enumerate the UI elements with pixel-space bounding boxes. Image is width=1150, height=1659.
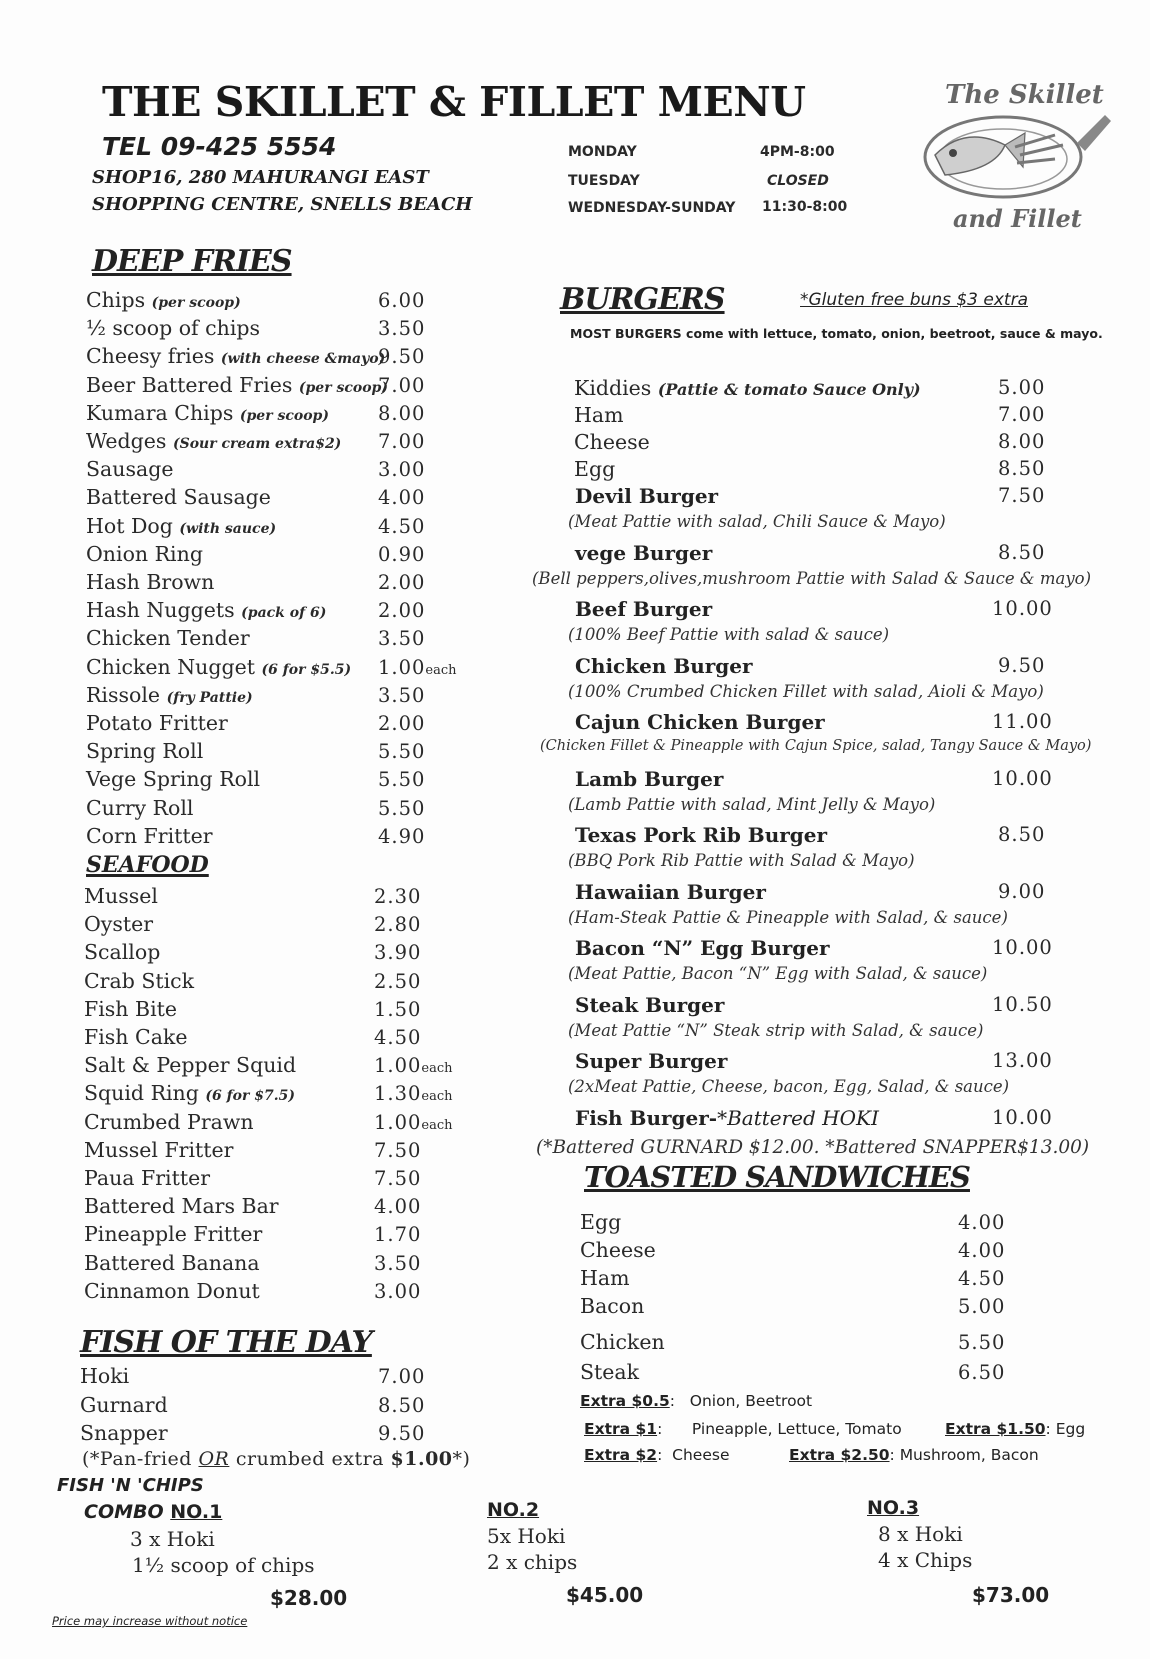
menu-item-price	[374, 1082, 453, 1105]
burger-price: 10.00	[992, 766, 1053, 790]
item-label: Mussel	[84, 884, 158, 908]
menu-item-price	[378, 599, 425, 622]
item-note: (Sour cream extra$2)	[172, 436, 342, 452]
price-value: 6.00	[378, 289, 426, 312]
fish-of-the-day-note	[82, 1448, 470, 1470]
price-value: 8.50	[378, 1393, 426, 1417]
price-value: 2.00	[378, 599, 426, 623]
menu-item-name	[84, 1166, 210, 1190]
sandwich-price: 4.00	[958, 1211, 1006, 1234]
burger-name	[574, 403, 624, 427]
burger-label: Kiddies	[574, 376, 652, 400]
menu-item-price	[378, 712, 425, 735]
menu-item-price	[378, 317, 425, 340]
menu-item-price	[378, 684, 425, 707]
item-label: Sausage	[86, 457, 174, 482]
item-label: Salt & Pepper Squid	[84, 1053, 297, 1078]
item-label: Squid Ring	[84, 1081, 199, 1106]
burger-label: vege Burger	[575, 540, 713, 565]
menu-item-price	[378, 402, 425, 425]
price-value: 2.50	[374, 969, 422, 993]
burger-price: 10.00	[992, 1105, 1053, 1129]
burger-description: (Meat Pattie with salad, Chili Sauce & Mayo)	[568, 512, 946, 531]
burger-price: 10.00	[992, 597, 1053, 620]
combo-prefix: COMBO	[84, 1501, 171, 1523]
menu-item-name	[84, 969, 194, 993]
menu-item-name	[84, 1138, 233, 1162]
menu-item-name	[84, 1110, 254, 1134]
burger-label: Egg	[574, 457, 616, 481]
price-value: 3.00	[374, 1279, 422, 1303]
item-label: Crumbed Prawn	[84, 1109, 254, 1134]
burger-name	[574, 457, 615, 481]
menu-item-name	[84, 1251, 260, 1275]
extra-text: Pineapple, Lettuce, Tomato	[691, 1420, 902, 1438]
burger-label: Lamb Burger	[575, 766, 724, 791]
burgers-intro: MOST BURGERS come with lettuce, tomato, onion, beetroot, sauce & mayo.	[570, 326, 1103, 341]
burger-name	[575, 654, 753, 678]
section-heading-fish-of-the-day: FISH OF THE DAY	[80, 1325, 372, 1360]
item-note: (per scoop)	[298, 379, 388, 396]
item-label: Corn Fritter	[86, 823, 213, 848]
item-note: (with cheese &mayo)	[220, 351, 386, 368]
item-label: Crab Stick	[84, 968, 195, 993]
burger-note: (Pattie & tomato Sauce Only)	[657, 380, 921, 399]
price-value: 3.50	[378, 683, 426, 707]
burger-label: Beef Burger	[575, 597, 713, 621]
price-value: 1.50	[374, 997, 422, 1021]
menu-item-name	[84, 1222, 262, 1246]
burger-label: Texas Pork Rib Burger	[575, 823, 828, 847]
price-value: 2.00	[378, 571, 426, 594]
hours-time: CLOSED	[767, 173, 829, 189]
fish-in-pan-icon	[905, 75, 1113, 235]
combo-price: $73.00	[972, 1583, 1050, 1607]
combo-number: NO.2	[487, 1499, 540, 1521]
menu-item-name	[84, 997, 177, 1021]
price-value: 3.50	[378, 317, 426, 341]
menu-item-name	[86, 655, 351, 679]
item-label: Onion Ring	[86, 541, 203, 566]
sandwich-price: 4.50	[958, 1267, 1006, 1290]
menu-item-price	[374, 941, 421, 964]
burger-price: 8.00	[998, 430, 1046, 453]
item-label: Rissole	[86, 682, 161, 707]
item-label: Chicken Nugget	[86, 654, 255, 679]
note-text: (*Pan-fried	[82, 1448, 199, 1470]
extra-label: Extra $2	[584, 1446, 658, 1464]
extra-option: Extra $2.50: Mushroom, Bacon	[789, 1446, 1039, 1464]
menu-item-price	[374, 970, 421, 993]
combo-price: $45.00	[566, 1583, 644, 1607]
menu-item-price	[374, 1026, 421, 1049]
item-label: Battered Sausage	[86, 485, 271, 510]
price-value: 5.50	[378, 768, 426, 792]
price-value: 3.50	[378, 627, 426, 651]
menu-item-name	[86, 626, 250, 650]
menu-item-price	[378, 825, 425, 848]
menu-item-price	[374, 885, 421, 908]
price-value: 1.30	[374, 1082, 422, 1106]
burger-name	[575, 993, 724, 1017]
burger-price: 13.00	[992, 1049, 1053, 1072]
price-value: 2.30	[374, 885, 422, 908]
price-value: 2.80	[374, 913, 422, 937]
menu-item-price	[374, 913, 421, 936]
sandwich-name: Egg	[580, 1210, 622, 1234]
menu-item-price	[374, 1167, 421, 1190]
burger-description: (2xMeat Pattie, Cheese, bacon, Egg, Salad, & sauce)	[568, 1077, 1010, 1096]
menu-item-name	[86, 344, 385, 368]
price-value: 1.00	[374, 1110, 422, 1134]
burger-label: Cheese	[574, 430, 650, 454]
menu-item-name	[84, 1279, 260, 1303]
price-value: 7.00	[378, 373, 426, 397]
item-label: Hot Dog	[86, 513, 173, 538]
restaurant-logo	[905, 75, 1113, 235]
menu-item-name	[86, 598, 326, 622]
item-note: (per scoop)	[239, 407, 329, 424]
phone-number: TEL 09-425 5554	[102, 132, 337, 161]
item-note: (6 for $7.5)	[205, 1088, 295, 1105]
extra-text: Mushroom, Bacon	[899, 1446, 1039, 1464]
item-label: Beer Battered Fries	[86, 372, 293, 397]
menu-item-price	[378, 1422, 425, 1445]
item-label: Pineapple Fritter	[84, 1222, 263, 1247]
item-note: (fry Pattie)	[166, 689, 253, 706]
extra-option: Extra $0.5: Onion, Beetroot	[580, 1392, 813, 1410]
note-amount: $1.00	[390, 1448, 453, 1470]
price-each: each	[421, 1089, 453, 1105]
combos-heading: FISH 'N 'CHIPS	[57, 1475, 204, 1496]
section-heading-seafood: SEAFOOD	[86, 852, 209, 878]
menu-item-price	[378, 627, 425, 650]
extra-label: Extra $0.5	[580, 1392, 670, 1410]
price-each: each	[421, 1117, 453, 1133]
price-value: 7.00	[378, 430, 426, 453]
menu-item-price	[378, 486, 425, 509]
menu-item-price	[378, 1365, 425, 1388]
menu-item-name	[86, 288, 241, 312]
menu-item-price	[374, 1280, 421, 1303]
item-note: (with sauce)	[179, 520, 277, 537]
extra-label: Extra $2.50	[789, 1446, 890, 1464]
menu-item-name	[84, 940, 160, 964]
burger-name	[575, 484, 718, 508]
menu-item-name	[80, 1364, 129, 1388]
combo-line: 1½ scoop of chips	[132, 1553, 315, 1577]
sandwich-name: Chicken	[580, 1330, 665, 1354]
combo-number: NO.1	[170, 1501, 223, 1523]
logo-bottom-text: and Fillet	[953, 204, 1082, 233]
section-heading-deep-fries: DEEP FRIES	[92, 244, 292, 279]
burger-name	[574, 376, 921, 400]
address-line-2: SHOPPING CENTRE, SNELLS BEACH	[92, 194, 473, 215]
menu-item-price	[374, 1139, 421, 1162]
menu-item-price	[374, 1252, 421, 1275]
extra-option: Extra $1.50: Egg	[945, 1420, 1086, 1438]
burger-note: *Battered HOKI	[717, 1105, 879, 1130]
burger-name	[575, 767, 723, 791]
menu-item-price	[378, 656, 457, 679]
item-label: Fish Cake	[84, 1025, 188, 1049]
menu-item-name	[86, 570, 214, 594]
burger-label: Steak Burger	[575, 992, 725, 1017]
item-note: (6 for $5.5)	[261, 661, 352, 678]
note-text: crumbed extra	[229, 1448, 391, 1470]
price-disclaimer: Price may increase without notice	[52, 1614, 248, 1628]
combo-line: 5x Hoki	[487, 1524, 566, 1548]
burger-label: Hawaiian Burger	[575, 879, 766, 904]
extra-text: Onion, Beetroot	[689, 1392, 813, 1410]
burger-name	[575, 1106, 879, 1130]
item-note: (pack of 6)	[241, 605, 327, 622]
sandwich-name: Steak	[580, 1360, 640, 1384]
menu-item-price	[374, 1054, 453, 1077]
menu-item-name	[86, 796, 193, 820]
price-value: 1.00	[378, 655, 426, 679]
burger-description: (Lamb Pattie with salad, Mint Jelly & Mayo)	[568, 794, 936, 814]
menu-item-name	[84, 1194, 279, 1218]
item-label: Battered Banana	[84, 1250, 260, 1275]
burger-label: Chicken Burger	[575, 653, 753, 678]
hours-day: WEDNESDAY-SUNDAY	[568, 200, 736, 216]
burger-description: (Meat Pattie, Bacon “N” Egg with Salad, & sauce)	[568, 964, 988, 983]
item-label: Curry Roll	[86, 795, 194, 820]
burger-description: (Chicken Fillet & Pineapple with Cajun Spice, salad, Tangy Sauce & Mayo)	[540, 738, 1092, 754]
price-value: 1.70	[374, 1223, 422, 1247]
combo-line: 3 x Hoki	[130, 1527, 215, 1551]
burger-price: 10.50	[992, 992, 1053, 1016]
section-heading-burgers: BURGERS	[560, 282, 725, 317]
price-value: 9.50	[378, 345, 426, 369]
price-value: 3.00	[378, 458, 426, 482]
menu-item-name	[86, 316, 260, 340]
menu-item-price	[378, 768, 425, 791]
menu-item-name	[86, 824, 213, 848]
burger-name	[575, 823, 827, 847]
menu-item-name	[84, 1053, 296, 1077]
burger-label: Super Burger	[575, 1049, 728, 1073]
item-note: (per scoop)	[151, 295, 241, 311]
burger-price: 11.00	[992, 710, 1053, 733]
menu-item-price	[378, 571, 425, 594]
price-value: 2.00	[378, 712, 426, 735]
item-label: Spring Roll	[86, 739, 204, 764]
item-label: Fish Bite	[84, 996, 178, 1021]
burger-description: (Bell peppers,olives,mushroom Pattie with Salad & Sauce & mayo)	[532, 568, 1092, 588]
sandwich-price: 4.00	[958, 1239, 1006, 1262]
menu-item-price	[378, 458, 425, 481]
item-label: Paua Fritter	[84, 1166, 211, 1190]
extra-label: Extra $1	[584, 1420, 658, 1438]
menu-item-name	[86, 429, 341, 453]
burger-description: (BBQ Pork Rib Pattie with Salad & Mayo)	[568, 851, 915, 870]
burger-price: 7.50	[998, 484, 1046, 507]
item-label: ½ scoop of chips	[86, 316, 261, 341]
combo-label	[84, 1501, 222, 1523]
extra-text: Cheese	[672, 1446, 730, 1464]
menu-item-name	[86, 542, 203, 566]
combo-line: 8 x Hoki	[878, 1522, 963, 1546]
burger-name	[574, 430, 650, 454]
menu-item-price	[374, 998, 421, 1021]
burger-price: 8.50	[998, 457, 1046, 480]
menu-item-price	[378, 1394, 425, 1417]
price-each: each	[425, 662, 457, 678]
menu-item-name	[84, 912, 153, 936]
menu-item-price	[378, 740, 425, 763]
combo-price: $28.00	[270, 1586, 348, 1610]
item-label: Mussel Fritter	[84, 1137, 234, 1162]
menu-item-name	[86, 401, 329, 425]
extra-text: Egg	[1055, 1420, 1086, 1438]
menu-item-price	[378, 289, 425, 312]
menu-title: THE SKILLET & FILLET MENU	[102, 78, 806, 126]
burger-description: (100% Crumbed Chicken Fillet with salad, Aioli & Mayo)	[568, 681, 1044, 701]
menu-item-name	[86, 457, 173, 481]
price-value: 5.50	[378, 796, 426, 820]
price-each: each	[421, 1061, 453, 1077]
sandwich-name: Cheese	[580, 1238, 656, 1262]
price-value: 4.50	[378, 514, 426, 538]
menu-item-name	[80, 1393, 168, 1417]
burger-price: 9.00	[998, 879, 1046, 903]
sandwich-price: 5.50	[958, 1331, 1006, 1354]
menu-item-name	[86, 485, 271, 509]
item-label: Wedges	[86, 429, 167, 453]
sandwich-price: 5.00	[958, 1295, 1006, 1318]
logo-top-text: The Skillet	[945, 80, 1104, 110]
menu-item-name	[84, 1025, 187, 1049]
burger-label: Devil Burger	[575, 484, 719, 508]
burger-price: 8.50	[998, 823, 1046, 846]
menu-item-name	[84, 884, 158, 908]
menu-item-name	[86, 739, 203, 763]
note-or: OR	[198, 1448, 230, 1470]
item-label: Cheesy fries	[86, 344, 215, 369]
burger-price: 10.00	[992, 936, 1053, 959]
sandwich-name: Ham	[580, 1266, 630, 1290]
combo-line: 4 x Chips	[878, 1548, 973, 1572]
combo-number: NO.3	[867, 1497, 920, 1519]
burger-price: 5.00	[998, 376, 1046, 399]
burger-description: (Ham-Steak Pattie & Pineapple with Salad, & sauce)	[568, 907, 1008, 927]
menu-item-name	[86, 514, 276, 538]
item-label: Chips	[86, 288, 146, 312]
item-label: Gurnard	[80, 1392, 168, 1417]
menu-item-name	[84, 1081, 295, 1105]
extra-option: Extra $1: Pineapple, Lettuce, Tomato	[584, 1420, 902, 1438]
menu-item-price	[378, 797, 425, 820]
item-label: Snapper	[80, 1421, 168, 1445]
burger-label: Ham	[574, 403, 624, 427]
menu-item-price	[374, 1223, 421, 1246]
price-value: 9.50	[378, 1422, 426, 1445]
extra-label: Extra $1.50	[945, 1420, 1046, 1438]
sandwich-name: Bacon	[580, 1294, 645, 1318]
sandwich-price: 6.50	[958, 1361, 1006, 1384]
item-label: Scallop	[84, 940, 161, 965]
menu-item-name	[80, 1421, 168, 1445]
price-value: 7.50	[374, 1167, 422, 1190]
item-label: Cinnamon Donut	[84, 1278, 260, 1303]
price-value: 4.90	[378, 824, 426, 848]
burger-price: 7.00	[998, 403, 1046, 426]
burger-name	[575, 1049, 727, 1073]
burger-name	[575, 936, 830, 960]
menu-item-price	[378, 543, 425, 566]
item-label: Vege Spring Roll	[86, 767, 261, 792]
item-label: Potato Fritter	[86, 711, 228, 735]
item-label: Chicken Tender	[86, 626, 250, 651]
menu-item-price	[378, 345, 425, 368]
burger-label: Bacon “N” Egg Burger	[575, 936, 830, 960]
gluten-free-note: *Gluten free buns $3 extra	[800, 290, 1028, 310]
item-label: Hash Nuggets	[86, 598, 235, 623]
menu-item-name	[86, 373, 388, 397]
extra-option: Extra $2: Cheese	[584, 1446, 730, 1464]
burger-name	[575, 541, 712, 565]
price-value: 7.50	[374, 1138, 422, 1162]
item-label: Oyster	[84, 912, 154, 937]
fish-burger-extras: (*Battered GURNARD $12.00. *Battered SNAPPER$13.00)	[536, 1137, 1090, 1158]
price-value: 1.00	[374, 1054, 422, 1078]
address-line-1: SHOP16, 280 MAHURANGI EAST	[92, 167, 429, 188]
price-value: 4.50	[374, 1026, 422, 1049]
menu-item-price	[378, 515, 425, 538]
burger-name	[575, 880, 766, 904]
item-label: Hoki	[80, 1364, 130, 1388]
price-value: 3.90	[374, 941, 422, 965]
burger-description: (Meat Pattie “N” Steak strip with Salad, & sauce)	[568, 1020, 984, 1040]
hours-day: MONDAY	[568, 144, 637, 160]
item-label: Kumara Chips	[86, 400, 234, 425]
combo-line: 2 x chips	[487, 1550, 578, 1574]
burger-price: 8.50	[998, 540, 1046, 564]
menu-item-name	[86, 767, 260, 791]
price-value: 5.50	[378, 740, 426, 764]
menu-item-name	[86, 683, 253, 707]
menu-item-name	[86, 711, 228, 735]
burger-name	[575, 710, 825, 734]
menu-item-price	[378, 374, 425, 397]
item-label: Hash Brown	[86, 570, 215, 594]
note-text: *)	[452, 1448, 471, 1470]
price-value: 0.90	[378, 542, 426, 566]
price-value: 8.00	[378, 401, 426, 425]
price-value: 4.00	[378, 486, 426, 510]
menu-item-price	[374, 1111, 453, 1134]
menu-item-price	[378, 430, 425, 453]
burger-label: Cajun Chicken Burger	[575, 710, 825, 734]
hours-time: 11:30-8:00	[762, 199, 848, 215]
price-value: 3.50	[374, 1251, 422, 1275]
price-value: 4.00	[374, 1195, 422, 1219]
price-value: 7.00	[378, 1365, 426, 1388]
section-heading-toasted-sandwiches: TOASTED SANDWICHES	[584, 1160, 970, 1194]
burger-name	[575, 597, 712, 621]
burger-price: 9.50	[998, 653, 1046, 677]
menu-item-price	[374, 1195, 421, 1218]
item-label: Battered Mars Bar	[84, 1194, 279, 1219]
burger-label: Fish Burger-	[575, 1105, 718, 1130]
hours-time: 4PM-8:00	[760, 144, 835, 160]
hours-day: TUESDAY	[568, 173, 640, 189]
burger-description: (100% Beef Pattie with salad & sauce)	[568, 625, 890, 644]
